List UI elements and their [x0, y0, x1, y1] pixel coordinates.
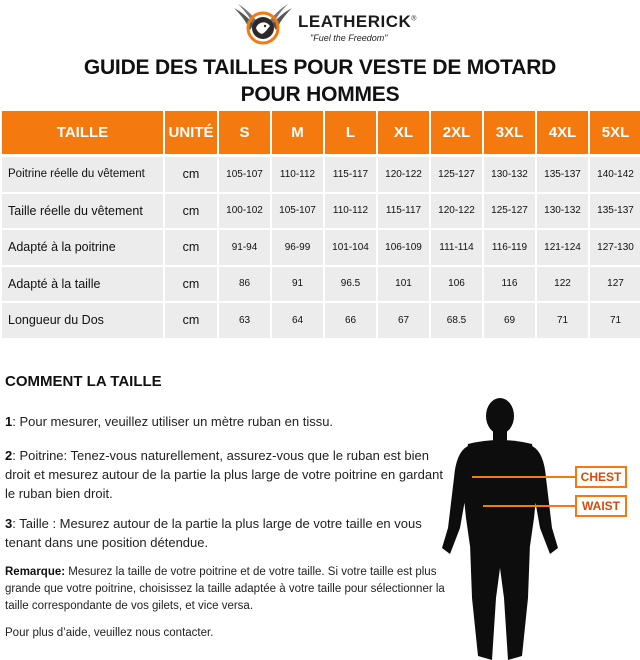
table-cell: 121-124 [537, 230, 588, 267]
table-cell: 116 [484, 267, 535, 304]
table-cell: 106-109 [378, 230, 429, 267]
table-cell: 125-127 [484, 194, 535, 231]
table-cell: 64 [272, 303, 323, 340]
row-label: Adapté à la taille [2, 267, 163, 304]
step-3-text: 3: Taille : Mesurez autour de la partie la plus large de votre taille en vous tenant dans une position détendue. [5, 516, 422, 550]
brand-logo [232, 2, 432, 50]
table-cell: 96-99 [272, 230, 323, 267]
remark-text: Remarque: Mesurez la taille de votre poitrine et de votre taille. Si votre taille est plus grande que votre poitrine, choisissez la taille adaptée à votre taille pour sélectionner la taille correspondante de vos gilets, et vice versa. [5, 566, 445, 612]
table-cell: 130-132 [537, 194, 588, 231]
table-row [2, 194, 640, 231]
table-cell: 101 [378, 267, 429, 304]
chest-leader-line [472, 476, 576, 478]
table-cell: 67 [378, 303, 429, 340]
table-cell: 71 [537, 303, 588, 340]
table-cell: 71 [590, 303, 640, 340]
body-silhouette-icon [430, 398, 630, 660]
header-cell: 3XL [484, 111, 535, 157]
table-cell: 96.5 [325, 267, 376, 304]
waist-label: WAIST [575, 495, 627, 517]
help-text: Pour plus d’aide, veuillez nous contacter. [5, 627, 214, 639]
how-to-measure-heading: COMMENT LA TAILLE [5, 373, 162, 390]
table-cell: 116-119 [484, 230, 535, 267]
table-cell: 63 [219, 303, 270, 340]
table-cell: 110-112 [325, 194, 376, 231]
header-cell: L [325, 111, 376, 157]
step-1-text: 1: Pour mesurer, veuillez utiliser un mètre ruban en tissu. [5, 414, 334, 429]
table-cell: 105-107 [272, 194, 323, 231]
page-title-line1: GUIDE DES TAILLES POUR VESTE DE MOTARD [83, 56, 557, 79]
table-cell: 130-132 [484, 157, 535, 194]
header-cell: 4XL [537, 111, 588, 157]
step-2-text: 2: Poitrine: Tenez-vous naturellement, assurez-vous que le ruban est bien droit et mesurez autour de la partie la plus large de votre poitrine en gardant le ruban bien droit. [5, 448, 443, 501]
table-cell: 91 [272, 267, 323, 304]
size-chart-table [0, 111, 640, 340]
header-cell: UNITÉ [165, 111, 217, 157]
table-cell: 127 [590, 267, 640, 304]
page-title [0, 54, 640, 108]
header-cell: M [272, 111, 323, 157]
table-row [2, 230, 640, 267]
table-cell: 140-142 [590, 157, 640, 194]
page-title-line2: POUR HOMMES [240, 83, 400, 106]
brand-name: LEATHERICK® [298, 12, 417, 31]
table-cell: 68.5 [431, 303, 482, 340]
header-cell: TAILLE [2, 111, 163, 157]
table-cell: 135-137 [537, 157, 588, 194]
table-cell: 105-107 [219, 157, 270, 194]
table-header-row [2, 111, 640, 157]
table-cell: 120-122 [378, 157, 429, 194]
eagle-emblem-icon [232, 2, 294, 50]
header-cell: 2XL [431, 111, 482, 157]
table-cell: 66 [325, 303, 376, 340]
row-unit: cm [165, 230, 217, 267]
table-cell: 115-117 [325, 157, 376, 194]
chest-label: CHEST [575, 466, 627, 488]
table-cell: 111-114 [431, 230, 482, 267]
table-cell: 122 [537, 267, 588, 304]
table-cell: 100-102 [219, 194, 270, 231]
row-label: Longueur du Dos [2, 303, 163, 340]
header-cell: 5XL [590, 111, 640, 157]
row-label: Poitrine réelle du vêtement [2, 157, 163, 194]
table-cell: 115-117 [378, 194, 429, 231]
table-cell: 106 [431, 267, 482, 304]
row-unit: cm [165, 267, 217, 304]
table-cell: 127-130 [590, 230, 640, 267]
row-label: Taille réelle du vêtement [2, 194, 163, 231]
table-cell: 125-127 [431, 157, 482, 194]
table-cell: 101-104 [325, 230, 376, 267]
table-cell: 110-112 [272, 157, 323, 194]
brand-tagline: "Fuel the Freedom" [310, 33, 388, 43]
table-cell: 86 [219, 267, 270, 304]
header-cell: XL [378, 111, 429, 157]
row-label: Adapté à la poitrine [2, 230, 163, 267]
header-cell: S [219, 111, 270, 157]
table-row [2, 303, 640, 340]
table-row [2, 157, 640, 194]
row-unit: cm [165, 194, 217, 231]
table-cell: 120-122 [431, 194, 482, 231]
row-unit: cm [165, 303, 217, 340]
table-cell: 135-137 [590, 194, 640, 231]
table-cell: 69 [484, 303, 535, 340]
waist-leader-line [483, 505, 576, 507]
table-cell: 91-94 [219, 230, 270, 267]
table-row [2, 267, 640, 304]
row-unit: cm [165, 157, 217, 194]
